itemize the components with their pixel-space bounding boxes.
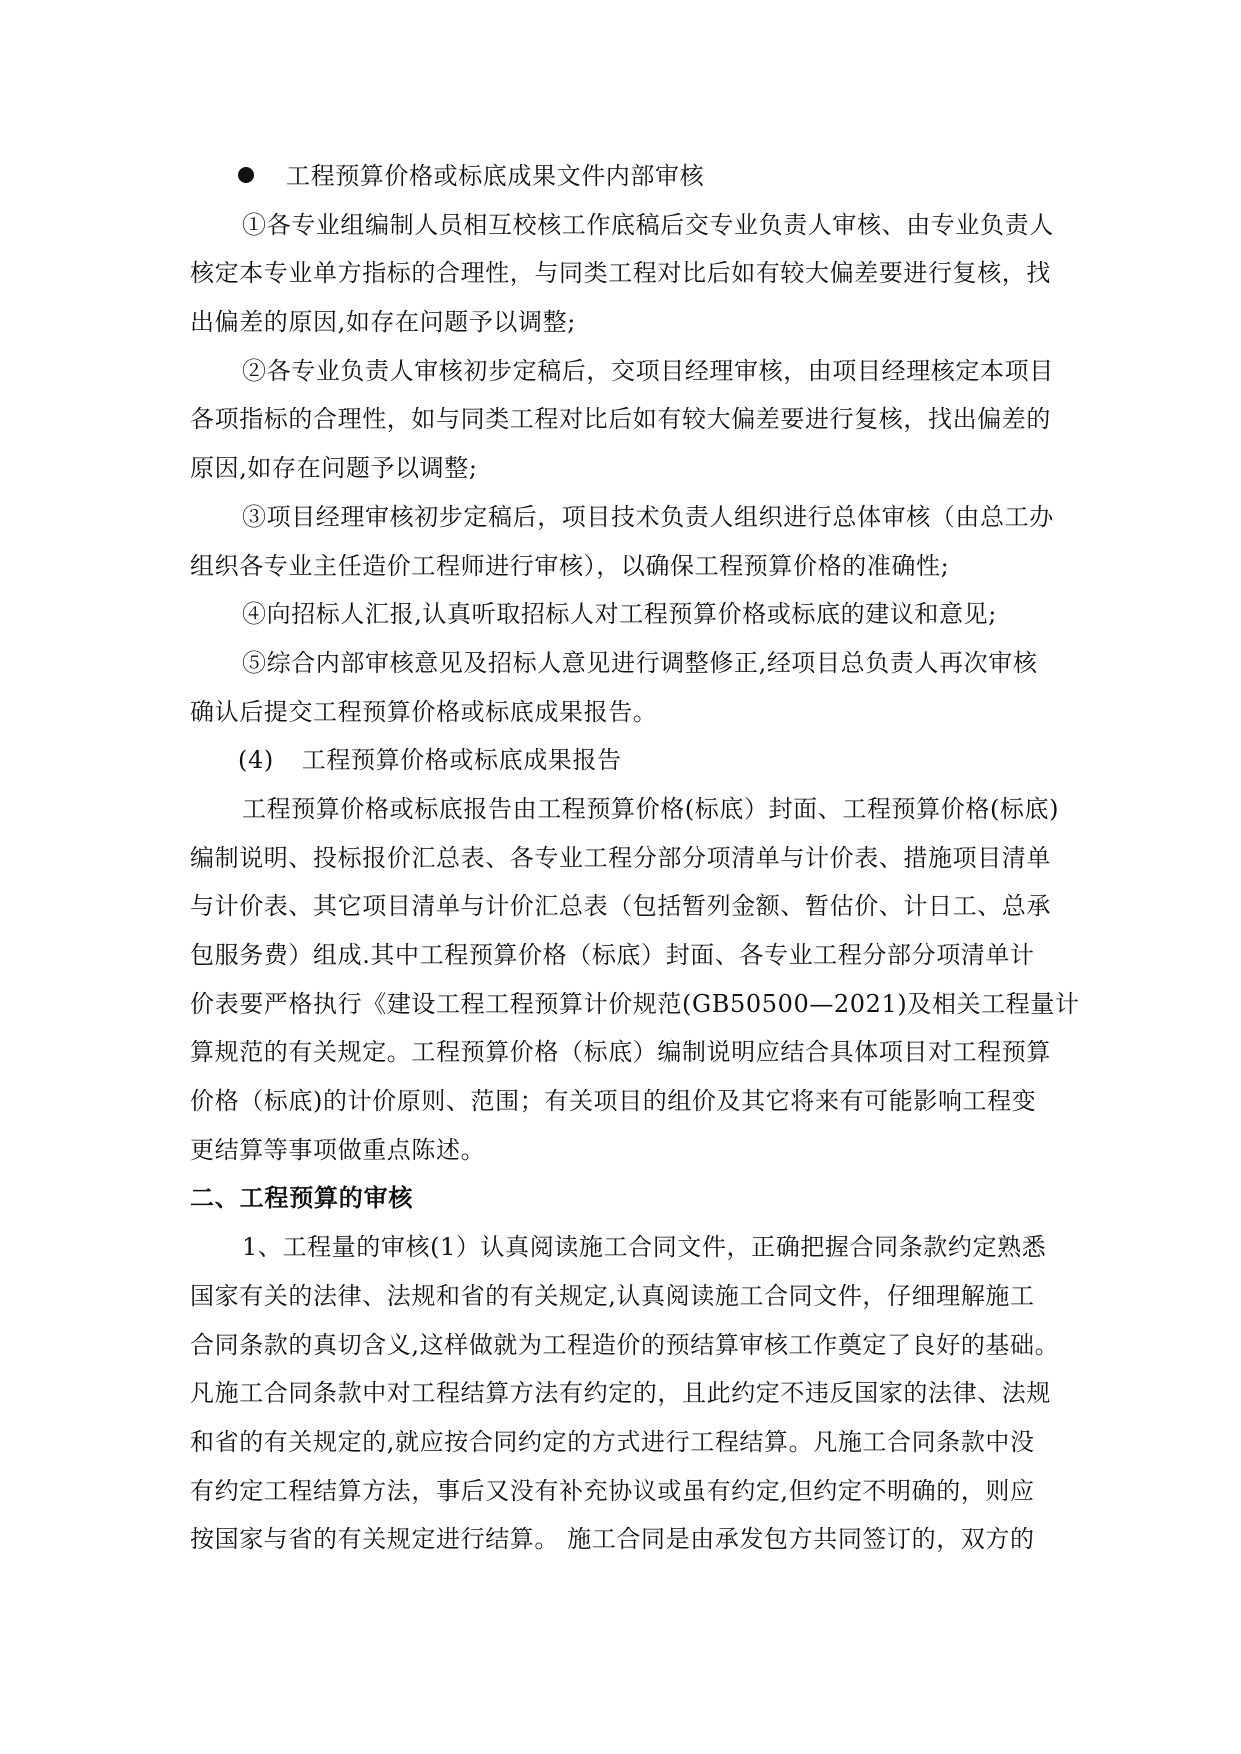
paragraph-3: [190, 493, 1062, 590]
paragraph-4: [190, 590, 1062, 639]
text-line: 国家有关的法律、法规和省的有关规定,认真阅读施工合同文件，仔细理解施工: [190, 1281, 1035, 1310]
text-line: ④向招标人汇报,认真听取招标人对工程预算价格或标底的建议和意见;: [242, 600, 997, 629]
bullet-heading-text: 工程预算价格或标底成果文件内部审核: [286, 162, 705, 190]
text-line: 按国家与省的有关规定进行结算。 施工合同是由承发包方共同签订的，双方的: [190, 1525, 1035, 1554]
section-heading: 二、工程预算的审核: [190, 1184, 414, 1213]
paragraph-7: [190, 1223, 1062, 1564]
paragraph-5: [190, 639, 1062, 736]
subheading: [190, 736, 1062, 785]
text-line: 组织各专业主任造价工程师进行审核），以确保工程预算价格的准确性;: [190, 551, 950, 580]
text-line: ③项目经理审核初步定稿后，项目技术负责人组织进行总体审核（由总工办: [242, 502, 1054, 531]
text-line: 有约定工程结算方法，事后又没有补充协议或虽有约定,但约定不明确的，则应: [190, 1476, 1035, 1505]
text-line: 算规范的有关规定。工程预算价格（标底）编制说明应结合具体项目对工程预算: [190, 1038, 1051, 1067]
bullet-heading: [190, 152, 1062, 201]
text-line: 价表要严格执行《建设工程工程预算计价规范(GB50500—2021)及相关工程量计: [190, 989, 1080, 1018]
document-page: [190, 152, 1080, 1564]
text-line: 凡施工合同条款中对工程结算方法有约定的，且此约定不违反国家的法律、法规: [190, 1379, 1051, 1408]
text-line: 包服务费）组成.其中工程预算价格（标底）封面、各专业工程分部分项清单计: [190, 941, 1035, 969]
text-line: 出偏差的原因,如存在问题予以调整;: [190, 308, 576, 337]
text-line: 原因,如存在问题予以调整;: [190, 454, 478, 483]
paragraph-6: [190, 785, 1080, 1175]
text-line: 价格（标底)的计价原则、范围；有关项目的组价及其它将来有可能影响工程变: [190, 1087, 1037, 1116]
paragraph-1: [190, 201, 1062, 347]
bullet-dot-icon: [238, 167, 254, 183]
subheading-text: 工程预算价格或标底成果报告: [301, 746, 622, 775]
subheading-number: (4): [238, 746, 274, 775]
text-line: 和省的有关规定的,就应按合同约定的方式进行工程结算。凡施工合同条款中没: [190, 1427, 1035, 1456]
text-line: 各项指标的合理性，如与同类工程对比后如有较大偏差要进行复核，找出偏差的: [190, 405, 1051, 434]
text-line: 编制说明、投标报价汇总表、各专业工程分部分项清单与计价表、措施项目清单: [190, 843, 1051, 872]
text-line: 与计价表、其它项目清单与计价汇总表（包括暂列金额、暂估价、计日工、总承: [190, 892, 1051, 921]
text-line: ⑤综合内部审核意见及招标人意见进行调整修正,经项目总负责人再次审核: [242, 648, 1038, 677]
text-line: ①各专业组编制人员相互校核工作底稿后交专业负责人审核、由专业负责人: [242, 210, 1054, 239]
text-line: 更结算等事项做重点陈述。: [190, 1135, 486, 1164]
text-line: 确认后提交工程预算价格或标底成果报告。: [190, 697, 658, 726]
text-line: 核定本专业单方指标的合理性，与同类工程对比后如有较大偏差要进行复核，找: [190, 259, 1051, 288]
text-line: ②各专业负责人审核初步定稿后，交项目经理审核，由项目经理核定本项目: [242, 356, 1054, 385]
text-line: 1、工程量的审核(1）认真阅读施工合同文件，正确把握合同条款约定熟悉: [242, 1233, 1047, 1262]
text-line: 合同条款的真切含义,这样做就为工程造价的预结算审核工作奠定了良好的基础。: [190, 1330, 1060, 1359]
paragraph-2: [190, 347, 1062, 493]
text-line: 工程预算价格或标底报告由工程预算价格(标底）封面、工程预算价格(标底): [242, 794, 1060, 823]
